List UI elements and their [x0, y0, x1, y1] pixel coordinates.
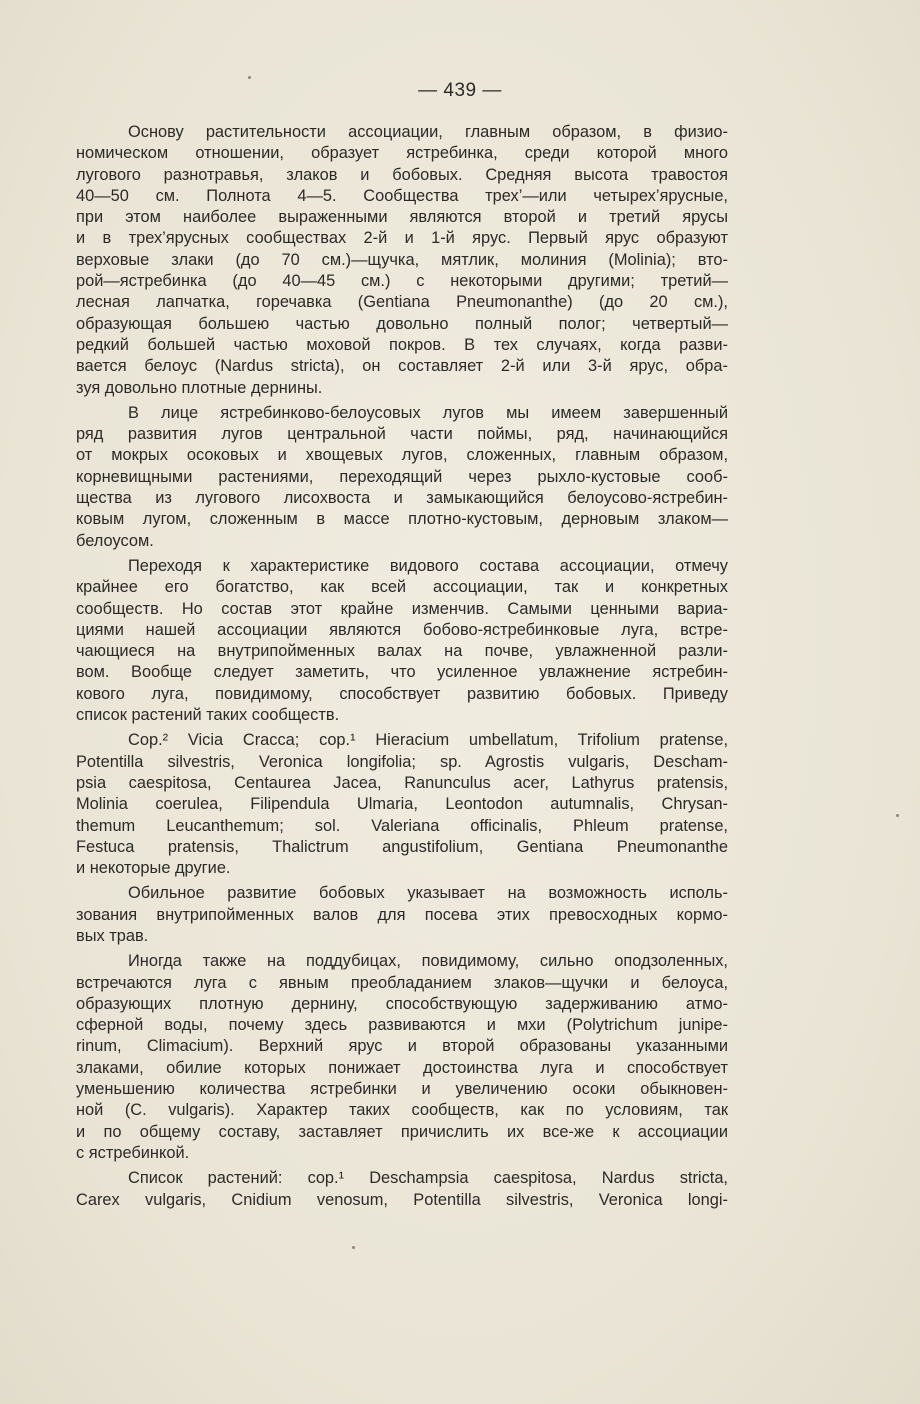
text-line: кового луга, повидимому, способствует развитию бобовых. Приведу [76, 684, 728, 703]
paragraph [76, 403, 728, 552]
text-line: циями нашей ассоциации являются бобово-ястребинковые луга, встре- [76, 620, 728, 639]
text-line: белоусом. [76, 531, 154, 550]
text-line: Иногда также на поддубицах, повидимому, сильно оподзоленных, [128, 952, 728, 971]
text-line: злаками, обилие которых понижает достоинства луга и способствует [76, 1058, 728, 1077]
text-line: щества из лугового лисохвоста и замыкающийся белоусово-ястребин- [76, 489, 728, 508]
paragraph [76, 556, 728, 726]
text-line: редкий большей частью моховой покров. В тех случаях, когда разви- [76, 335, 728, 354]
text-line: Festuca pratensis, Thalictrum angustifolium, Gentiana Pneumonanthe [76, 837, 728, 856]
body-text [76, 122, 728, 1211]
text-line: ковым лугом, сложенным в массе плотно-кустовым, дерновым злаком— [76, 510, 728, 529]
text-line: rinum, Climacium). Верхний ярус и второй образованы указанными [76, 1037, 728, 1056]
text-line: вом. Вообще следует заметить, что усиленное увлажнение ястребин- [76, 663, 728, 682]
text-line: встречаются луга с явным преобладанием злаков—щучки и белоуса, [76, 973, 728, 992]
print-speck [352, 1246, 355, 1249]
text-line: номическом отношении, образует ястребинка, среди которой много [76, 144, 728, 163]
text-line: зования внутрипойменных валов для посева этих превосходных кормо- [76, 905, 728, 924]
text-line: themum Leucanthemum; sol. Valeriana officinalis, Phleum pratense, [76, 816, 728, 835]
text-line: Carex vulgaris, Cnidium venosum, Potentilla silvestris, Veronica longi- [76, 1190, 728, 1209]
text-line: В лице ястребинково-белоусовых лугов мы имеем завершенный [128, 403, 728, 422]
text-line: образующая большею частью довольно полный полог; четвертый— [76, 314, 728, 333]
text-line: с ястребинкой. [76, 1143, 190, 1162]
text-line: зуя довольно плотные дернины. [76, 378, 323, 397]
text-line: уменьшению количества ястребинки и увеличению осоки обыкновен- [76, 1080, 728, 1099]
text-line: Обильное развитие бобовых указывает на возможность исполь- [128, 884, 728, 903]
text-line: список растений таких сообществ. [76, 706, 340, 725]
text-line: чающиеся на внутрипойменных валах на почве, увлажненной разли- [76, 642, 728, 661]
text-line: лугового разнотравья, злаков и бобовых. Средняя высота травостоя [76, 165, 728, 184]
text-line: ной (C. vulgaris). Характер таких сообществ, как по условиям, так [76, 1101, 728, 1120]
paragraph [76, 730, 728, 879]
text-line: Molinia coerulea, Filipendula Ulmaria, Leontodon autumnalis, Chrysan- [76, 795, 728, 814]
print-speck [248, 76, 251, 79]
print-speck [896, 814, 899, 817]
text-line: вается белоус (Nardus stricta), он составляет 2-й или 3-й ярус, обра- [76, 357, 728, 376]
text-line: сферной воды, почему здесь развиваются и мхи (Polytrichum junipe- [76, 1016, 728, 1035]
text-line: и по общему составу, заставляет причислить их все-же к ассоциации [76, 1122, 728, 1141]
text-line: Список растений: cop.¹ Deschampsia caespitosa, Nardus stricta, [128, 1169, 728, 1188]
text-line: psia caespitosa, Centaurea Jacea, Ranunculus acer, Lathyrus pratensis, [76, 773, 728, 792]
text-line: ряд развития лугов центральной части поймы, ряд, начинающийся [76, 425, 728, 444]
paragraph [76, 1168, 728, 1211]
text-line: Cop.² Vicia Cracca; cop.¹ Hieracium umbellatum, Trifolium pratense, [128, 731, 728, 750]
paragraph [76, 951, 728, 1164]
text-line: образующих плотную дернину, способствующую задерживанию атмо- [76, 994, 728, 1013]
text-line: рой—ястребинка (до 40—45 см.) с некоторыми другими; третий— [76, 272, 728, 291]
text-line: верховые злаки (до 70 см.)—щучка, мятлик, молиния (Molinia); вто- [76, 250, 728, 269]
text-line: лесная лапчатка, горечавка (Gentiana Pneumonanthe) (до 20 см.), [76, 293, 728, 312]
text-line: корневищными растениями, переходящий через рыхло-кустовые сооб- [76, 467, 728, 486]
text-line: Основу растительности ассоциации, главным образом, в физио- [128, 123, 728, 141]
text-line: вых трав. [76, 926, 149, 945]
text-line: 40—50 см. Полнота 4—5. Сообщества трех’—или четырех’ярусные, [76, 186, 728, 205]
text-line: Potentilla silvestris, Veronica longifolia; sp. Agrostis vulgaris, Descham- [76, 752, 728, 771]
text-line: и некоторые другие. [76, 859, 231, 878]
paragraph [76, 883, 728, 947]
text-line: крайнее его богатство, как всей ассоциации, так и конкретных [76, 578, 728, 597]
text-line: от мокрых осоковых и хвощевых лугов, сложенных, главным образом, [76, 446, 728, 465]
page-number: — 439 — [418, 80, 502, 101]
text-line: при этом наиболее выраженными являются второй и третий ярусы [76, 208, 728, 227]
text-line: и в трех’ярусных сообществах 2-й и 1-й ярус. Первый ярус образуют [76, 229, 728, 248]
text-line: Переходя к характеристике видового состава ассоциации, отмечу [128, 556, 728, 575]
text-line: сообществ. Но состав этот крайне изменчив. Самыми ценными вариа- [76, 599, 728, 618]
paragraph [76, 122, 728, 399]
